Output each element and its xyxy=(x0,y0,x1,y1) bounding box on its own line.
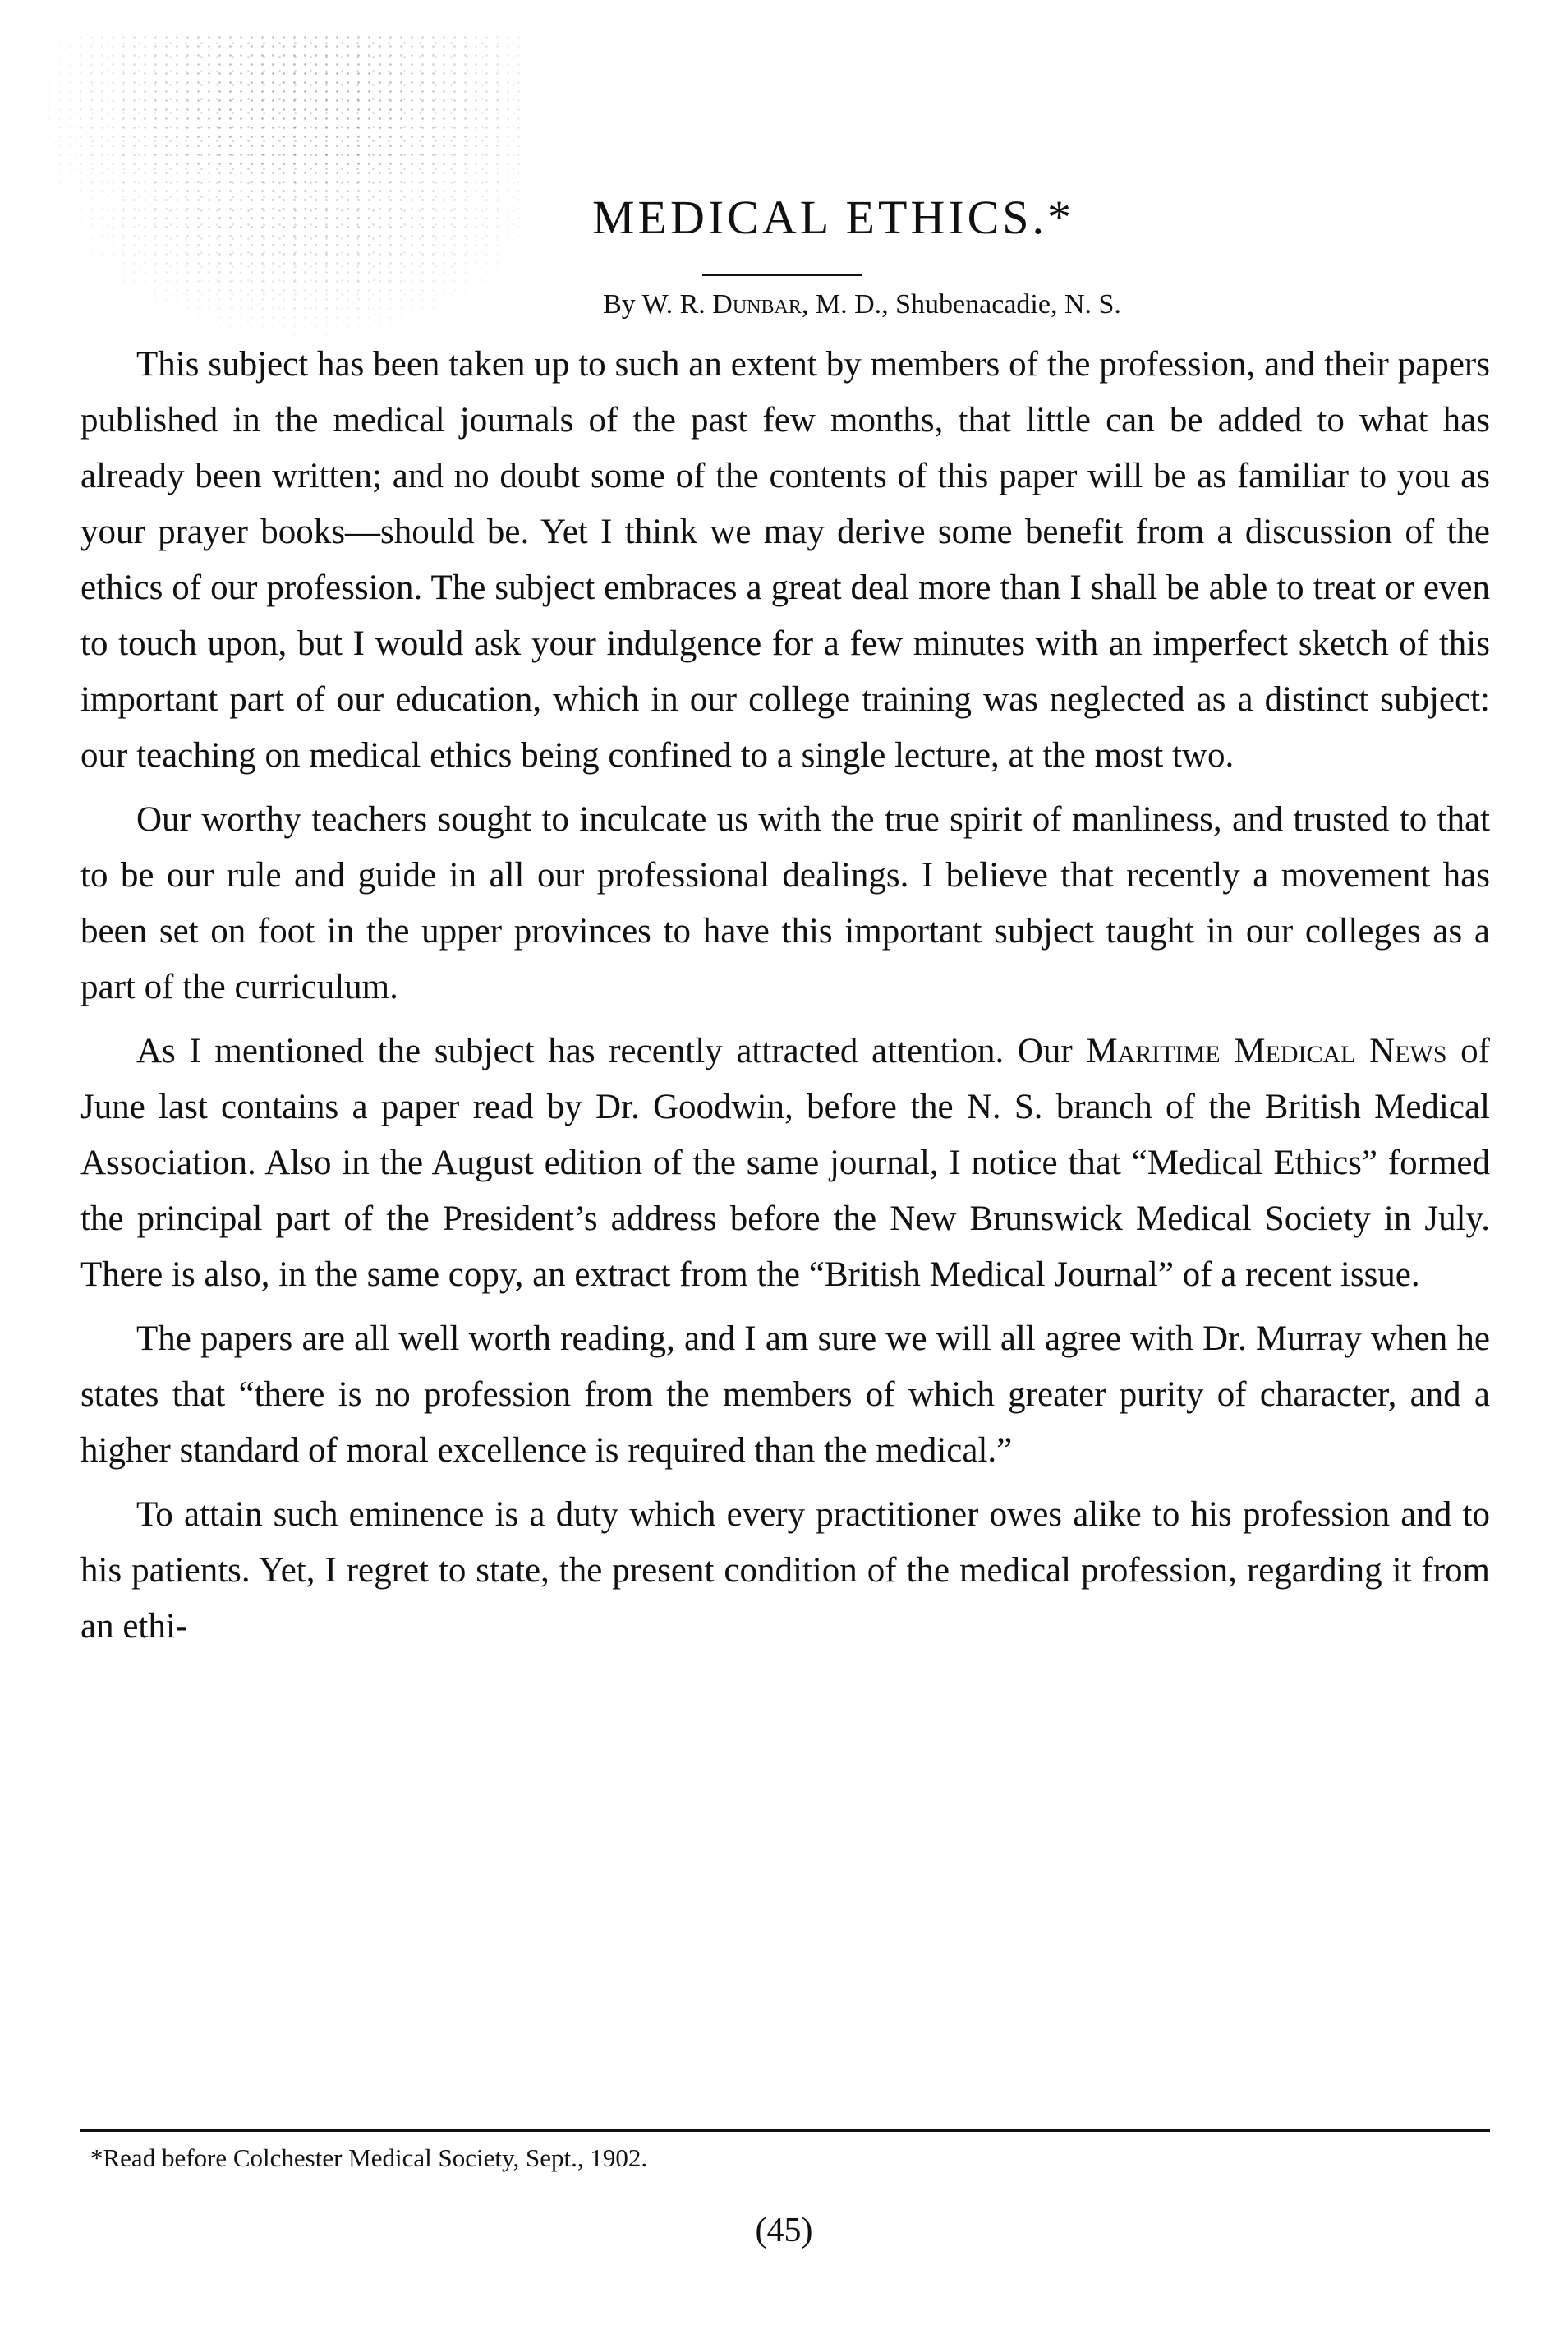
paragraph-3 xyxy=(80,1024,1490,1303)
title-divider xyxy=(702,274,862,276)
paragraph-3-start: As I mentioned the subject has recently attracted attention. Our xyxy=(136,1032,1087,1070)
article-body xyxy=(80,337,1490,1663)
footnote-divider xyxy=(80,2129,1490,2132)
paragraph-2: Our worthy teachers sought to inculcate us with the true spirit of manliness, and trusted to that to be our rule and guide in all our professional dealings. I believe that recently a movement has been set on foot in the upper provinces to have this important subject taught in our colleges as a part of the curriculum. xyxy=(80,800,1490,1006)
paragraph-4: The papers are all well worth reading, and I am sure we will all agree with Dr. Murray when he states that “there is no profession from the members of which greater purity of character, and a higher standard of moral excellence is required than the medical.” xyxy=(80,1319,1490,1470)
footnote: *Read before Colchester Medical Society, Sept., 1902. xyxy=(90,2143,648,2172)
article-title: MEDICAL ETHICS.* xyxy=(591,191,1075,244)
page-number: (45) xyxy=(755,2212,813,2249)
paragraph-5: To attain such eminence is a duty which every practitioner owes alike to his profession and to his patients. Yet, I regret to state, the present condition of the medical profession, regarding it from an ethi- xyxy=(80,1495,1490,1646)
byline xyxy=(0,286,1568,324)
author-surname: Dunbar xyxy=(712,289,802,320)
byline-prefix: By W. R. xyxy=(603,289,713,320)
journal-name: Maritime Medical News xyxy=(1086,1032,1447,1070)
byline-suffix: , M. D., Shubenacadie, N. S. xyxy=(801,289,1121,320)
paragraph-1: This subject has been taken up to such an extent by members of the profession, and their papers published in the medical journals of the past few months, that little can be added to what has already been written; and no doubt some of the contents of this paper will be as familiar to you as your prayer books—should be. Yet I think we may derive some benefit from a discussion of the ethics of our profession. The subject embraces a great deal more than I shall be able to treat or even to touch upon, but I would ask your indulgence for a few minutes with an imperfect sketch of this important part of our education, which in our college training was neglected as a distinct subject: our teaching on medical ethics being confined to a single lecture, at the most two. xyxy=(80,345,1490,775)
paragraph-3-end: of June last contains a paper read by Dr. Goodwin, before the N. S. branch of the British Medical Association. Also in the August edition of the same journal, I notice that “Medical Ethics” formed the principal part of the President’s address before the New Brunswick Medical Society in July. There is also, in the same copy, an extract from the “British Medical Journal” of a recent issue. xyxy=(80,1032,1490,1294)
